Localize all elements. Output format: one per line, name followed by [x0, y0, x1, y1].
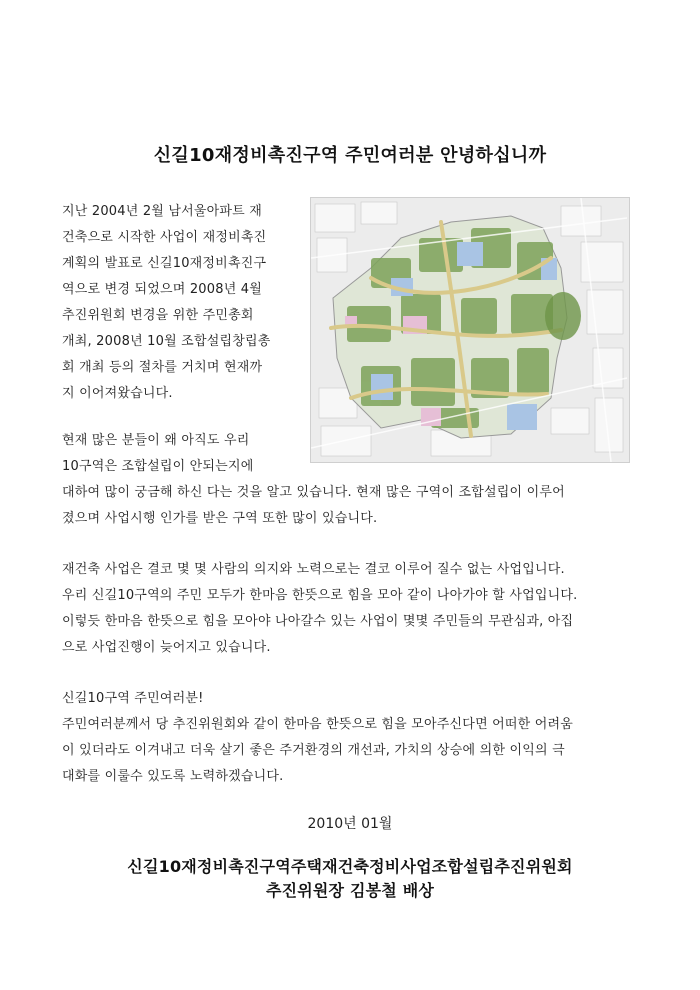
paragraph-appeal	[62, 557, 577, 661]
text-line: 우리 신길10구역의 주민 모두가 한마음 한뜻으로 힘을 모아 같이 나아가야 할 사업입니다.	[62, 588, 578, 603]
text-line: 건축으로 시작한 사업이 재정비촉진	[62, 230, 267, 245]
text-line: 역으로 변경 되었으며 2008년 4월	[62, 282, 263, 297]
text-line: 지난 2004년 2월 남서울아파트 재	[62, 204, 263, 219]
text-line: 추진위원회 변경을 위한 주민총회	[62, 308, 254, 323]
text-line: 대화를 이룰수 있도록 노력하겠습니다.	[62, 769, 284, 784]
text-line: 회 개최 등의 절차를 거치며 현재까	[62, 360, 263, 375]
text-line: 졌으며 사업시행 인가를 받은 구역 또한 많이 있습니다.	[62, 511, 378, 526]
text-line: 지 이어져왔습니다.	[62, 386, 173, 401]
paragraph-closing-message	[62, 686, 573, 790]
text-line: 현재 많은 분들이 왜 아직도 우리	[62, 433, 250, 448]
text-line: 이렇듯 한마음 한뜻으로 힘을 모아야 나아갈수 있는 사업이 몇몇 주민들의 무관심과, 아집	[62, 614, 574, 629]
text-line: 으로 사업진행이 늦어지고 있습니다.	[62, 640, 271, 655]
district-map-image	[310, 197, 630, 463]
signature-name: 추진위원장 김봉철 배상	[265, 881, 435, 900]
text-line: 재건축 사업은 결코 몇 몇 사람의 의지와 노력으로는 결코 이루어 질수 없는 사업입니다.	[62, 562, 565, 577]
signature-organization: 신길10재정비촉진구역주택재건축정비사업조합설립추진위원회	[127, 857, 573, 876]
text-line: 이 있더라도 이겨내고 더욱 살기 좋은 주거환경의 개선과, 가치의 상승에 의한 이익의 극	[62, 743, 565, 758]
text-line: 주민여러분께서 당 추진위원회와 같이 한마음 한뜻으로 힘을 모아주신다면 어떠한 어려움	[62, 717, 574, 732]
text-line: 계획의 발표로 신길10재정비촉진구	[62, 256, 267, 271]
text-line: 대하여 많이 궁금해 하신 다는 것을 알고 있습니다. 현재 많은 구역이 조합설립이 이루어	[62, 485, 565, 500]
page-title: 신길10재정비촉진구역 주민여러분 안녕하십니까	[153, 145, 547, 166]
text-line: 신길10구역 주민여러분!	[62, 691, 204, 706]
text-line: 10구역은 조합설립이 안되는지에	[62, 459, 254, 474]
paragraph-history	[62, 199, 271, 407]
text-line: 개최, 2008년 10월 조합설립창립총	[62, 334, 271, 349]
date: 2010년 01월	[307, 816, 393, 832]
